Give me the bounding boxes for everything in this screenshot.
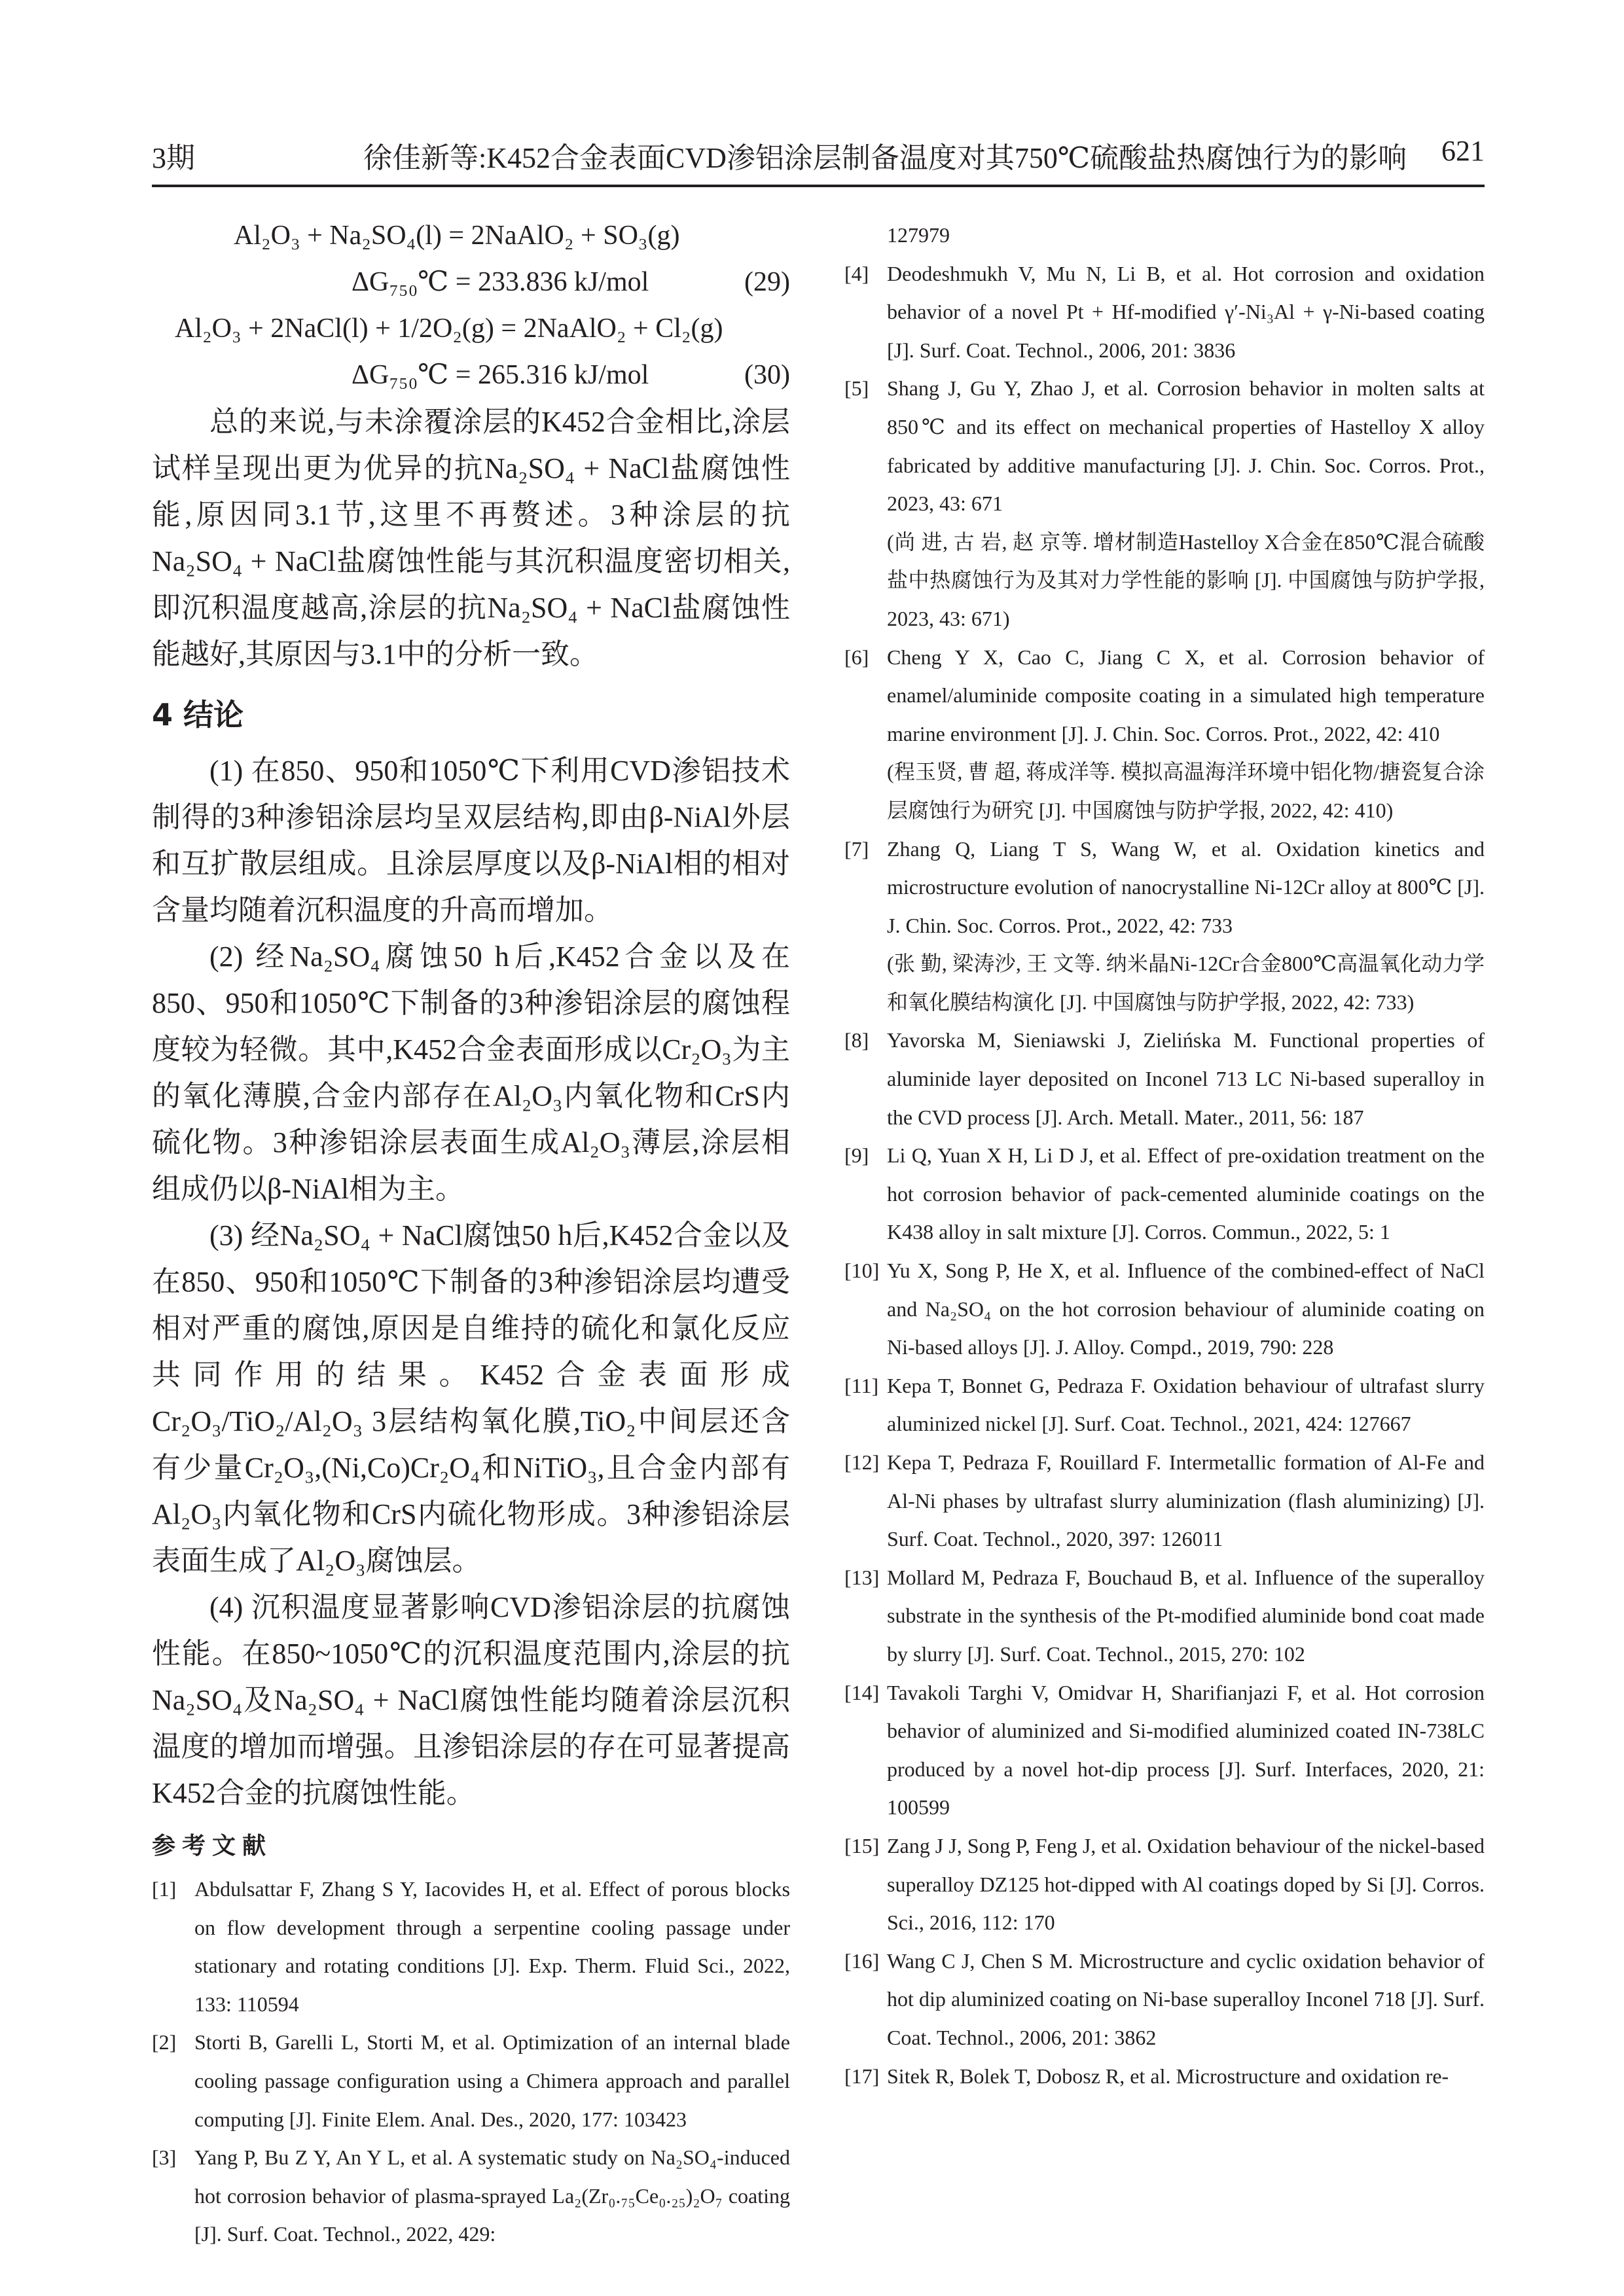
reference-item: [844, 1443, 1485, 1558]
reference-text: Sitek R, Bolek T, Dobosz R, et al. Microstructure and oxidation re-: [887, 2064, 1449, 2088]
page-number: 621: [1441, 135, 1485, 167]
equation-expression: Al₂O₃ + Na₂SO₄(l) = 2NaAlO₂ + SO₃(g): [234, 221, 680, 251]
reference-text: Li Q, Yuan X H, Li D J, et al. Effect of pre-oxidation treatment on the hot corrosion behavior of pack-cemented aluminide coatings on the K438 alloy in salt mixture [J]. Corros. Commun., 2022, 5: 1: [887, 1143, 1485, 1244]
reference-text: Wang C J, Chen S M. Microstructure and cyclic oxidation behavior of hot dip aluminized coating on Ni-base superalloy Inconel 718 [J]. Surf. Coat. Technol., 2006, 201: 3862: [887, 1948, 1485, 2049]
reference-number: [17]: [844, 2064, 880, 2088]
reference-continuation: 127979: [887, 223, 950, 247]
reference-text: Yang P, Bu Z Y, An Y L, et al. A systematic study on Na₂SO₄-induced hot corrosion behavior of plasma-sprayed La₂(Zr₀.₇₅Ce₀.₂₅)₂O₇ coating [J]. Surf. Coat. Technol., 2022, 429:: [194, 2145, 790, 2246]
reference-text: Tavakoli Targhi V, Omidvar H, Sharifianjazi F, et al. Hot corrosion behavior of aluminized and Si-modified aluminized coated IN-738LC produced by a novel hot-dip process [J]. Surf. Interfaces, 2020, 21: 100599: [887, 1680, 1485, 1820]
reference-item: [152, 1870, 790, 2023]
conclusion-item: (1) 在850、950和1050℃下利用CVD渗铝技术制得的3种渗铝涂层均呈双层结构,即由β-NiAl外层和互扩散层组成。且涂层厚度以及β-NiAl相的相对含量均随着沉积温度的升高而增加。: [152, 755, 790, 926]
issue-number: 3期: [152, 142, 195, 174]
reference-chinese: (张 勤, 梁涛沙, 王 文等. 纳米晶Ni-12Cr合金800℃高温氧化动力学和氧化膜结构演化 [J]. 中国腐蚀与防护学报, 2022, 42: 733): [887, 952, 1485, 1014]
reference-number: [6]: [844, 645, 869, 669]
reference-item: [844, 1136, 1485, 1251]
reference-text: Zang J J, Song P, Feng J, et al. Oxidation behaviour of the nickel-based superalloy DZ125 hot-dipped with Al coatings doped by Si [J]. Corros. Sci., 2016, 112: 170: [887, 1833, 1485, 1935]
gibbs-energy: ΔG₇₅₀℃ = 233.836 kJ/mol: [352, 267, 649, 297]
reference-number: [5]: [844, 376, 869, 401]
equation-dg-row: [152, 352, 790, 399]
equation-dg-row: [152, 259, 790, 306]
equation-expression: Al₂O₃ + 2NaCl(l) + 1/2O₂(g) = 2NaAlO₂ + Cl₂(g): [175, 314, 723, 344]
reference-item: [844, 1942, 1485, 2057]
section-heading: 4 结论: [152, 697, 244, 732]
reference-item: [844, 1021, 1485, 1136]
reference-item: [844, 1367, 1485, 1443]
conclusion-item: (3) 经Na₂SO₄ + NaCl腐蚀50 h后,K452合金以及在850、950和1050℃下制备的3种渗铝涂层均遭受相对严重的腐蚀,原因是自维持的硫化和氯化反应共同作用的结果。K452合金表面形成Cr₂O₃/TiO₂/Al₂O₃ 3层结构氧化膜,TiO₂中间层还含有少量Cr₂O₃,(Ni,Co)Cr₂O₄和NiTiO₃,且合金内部有Al₂O₃内氧化物和CrS内硫化物形成。3种渗铝涂层表面生成了Al₂O₃腐蚀层。: [152, 1219, 790, 1577]
reference-text: Kepa T, Bonnet G, Pedraza F. Oxidation behaviour of ultrafast slurry aluminized nickel [J]. Surf. Coat. Technol., 2021, 424: 127667: [887, 1373, 1485, 1436]
reference-item: [844, 1674, 1485, 1827]
references-heading: 参考文献: [152, 1833, 273, 1859]
reference-item: [844, 1251, 1485, 1367]
reference-item: [844, 1827, 1485, 1942]
reference-item: [844, 1558, 1485, 1674]
reference-item: [844, 2057, 1485, 2096]
gibbs-energy: ΔG₇₅₀℃ = 265.316 kJ/mol: [352, 360, 649, 390]
reference-number: [11]: [844, 1373, 879, 1397]
reference-number: [9]: [844, 1143, 869, 1168]
reference-text: Yavorska M, Sieniawski J, Zielińska M. Functional properties of aluminide layer deposited on Inconel 713 LC Ni-based superalloy in the CVD process [J]. Arch. Metall. Mater., 2011, 56: 187: [887, 1028, 1485, 1129]
equation-number: (30): [744, 360, 790, 390]
reference-item: [844, 255, 1485, 370]
equation-30: [152, 306, 790, 399]
header-rule: [152, 185, 1485, 187]
conclusion-item: (2) 经Na₂SO₄腐蚀50 h后,K452合金以及在850、950和1050℃下制备的3种渗铝涂层的腐蚀程度较为轻微。其中,K452合金表面形成以Cr₂O₃为主的氧化薄膜,合金内部存在Al₂O₃内氧化物和CrS内硫化物。3种渗铝涂层表面生成Al₂O₃薄层,涂层相组成仍以β-NiAl相为主。: [152, 941, 790, 1205]
reference-number: [15]: [844, 1833, 880, 1857]
left-column: [152, 213, 790, 2253]
reference-text: Yu X, Song P, He X, et al. Influence of the combined-effect of NaCl and Na₂SO₄ on the hot corrosion behaviour of aluminide coating on Ni-based alloys [J]. J. Alloy. Compd., 2019, 790: 228: [887, 1259, 1485, 1359]
reference-number: [1]: [152, 1877, 177, 1901]
right-column: [844, 216, 1485, 2095]
running-title: 徐佳新等:K452合金表面CVD渗铝涂层制备温度对其750℃硫酸盐热腐蚀行为的影响: [363, 142, 1407, 174]
reference-text: Kepa T, Pedraza F, Rouillard F. Intermetallic formation of Al-Fe and Al-Ni phases by ultrafast slurry aluminization (flash aluminizing) [J]. Surf. Coat. Technol., 2020, 397: 126011: [887, 1450, 1485, 1551]
equation-29: [152, 213, 790, 306]
reference-number: [8]: [844, 1028, 869, 1052]
reference-list-left: [152, 1870, 790, 2253]
reference-number: [2]: [152, 2030, 177, 2054]
conclusion-item: (4) 沉积温度显著影响CVD渗铝涂层的抗腐蚀性能。在850~1050℃的沉积温度范围内,涂层的抗Na₂SO₄及Na₂SO₄ + NaCl腐蚀性能均随着涂层沉积温度的增加而增强。且渗铝涂层的存在可显著提高K452合金的抗腐蚀性能。: [152, 1591, 790, 1809]
reference-chinese: (程玉贤, 曹 超, 蒋成洋等. 模拟高温海洋环境中铝化物/搪瓷复合涂层腐蚀行为研究 [J]. 中国腐蚀与防护学报, 2022, 42: 410): [887, 760, 1485, 822]
reference-number: [3]: [152, 2145, 177, 2170]
reference-item: [844, 369, 1485, 637]
reference-number: [16]: [844, 1948, 880, 1973]
reference-number: [13]: [844, 1565, 880, 1589]
reference-text: Cheng Y X, Cao C, Jiang C X, et al. Corrosion behavior of enamel/aluminide composite coating in a simulated high temperature marine environment [J]. J. Chin. Soc. Corros. Prot., 2022, 42: 410: [887, 645, 1485, 745]
reference-number: [12]: [844, 1450, 880, 1474]
reference-item: [844, 830, 1485, 1022]
reference-text: Abdulsattar F, Zhang S Y, Iacovides H, et al. Effect of porous blocks on flow development through a serpentine cooling passage under stationary and rotating conditions [J]. Exp. Therm. Fluid Sci., 2022, 133: 110594: [194, 1877, 790, 2016]
reference-number: [10]: [844, 1259, 880, 1283]
reference-number: [14]: [844, 1680, 880, 1704]
reference-item: [152, 2023, 790, 2138]
equation-number: (29): [744, 267, 790, 297]
reference-item: [844, 638, 1485, 830]
summary-paragraph: 总的来说,与未涂覆涂层的K452合金相比,涂层试样呈现出更为优异的抗Na₂SO₄ + NaCl盐腐蚀性能,原因同3.1节,这里不再赘述。3种涂层的抗Na₂SO₄ + NaCl盐腐蚀性能与其沉积温度密切相关,即沉积温度越高,涂层的抗Na₂SO₄ + NaCl盐腐蚀性能越好,其原因与3.1中的分析一致。: [152, 406, 790, 670]
reference-list-right: [844, 255, 1485, 2096]
reference-number: [7]: [844, 836, 869, 861]
reference-item: [152, 2138, 790, 2253]
reference-text: Mollard M, Pedraza F, Bouchaud B, et al. Influence of the superalloy substrate in the synthesis of the Pt-modified aluminide bond coat made by slurry [J]. Surf. Coat. Technol., 2015, 270: 102: [887, 1565, 1485, 1666]
reference-text: Deodeshmukh V, Mu N, Li B, et al. Hot corrosion and oxidation behavior of a novel Pt + Hf-modified γ′-Ni₃Al + γ-Ni-based coating [J]. Surf. Coat. Technol., 2006, 201: 3836: [887, 261, 1485, 362]
reference-number: [4]: [844, 261, 869, 285]
reference-text: Storti B, Garelli L, Storti M, et al. Optimization of an internal blade cooling passage configuration using a Chimera approach and parallel computing [J]. Finite Elem. Anal. Des., 2020, 177: 103423: [194, 2030, 790, 2131]
reference-text: Zhang Q, Liang T S, Wang W, et al. Oxidation kinetics and microstructure evolution of nanocrystalline Ni-12Cr alloy at 800℃ [J]. J. Chin. Soc. Corros. Prot., 2022, 42: 733: [887, 836, 1485, 937]
reference-chinese: (尚 进, 古 岩, 赵 京等. 增材制造Hastelloy X合金在850℃混合硫酸盐中热腐蚀行为及其对力学性能的影响 [J]. 中国腐蚀与防护学报, 2023, 43: 671): [887, 529, 1485, 630]
reference-text: Shang J, Gu Y, Zhao J, et al. Corrosion behavior in molten salts at 850℃ and its effect on mechanical properties of Hastelloy X alloy fabricated by additive manufacturing [J]. J. Chin. Soc. Corros. Prot., 2023, 43: 671: [887, 376, 1485, 516]
